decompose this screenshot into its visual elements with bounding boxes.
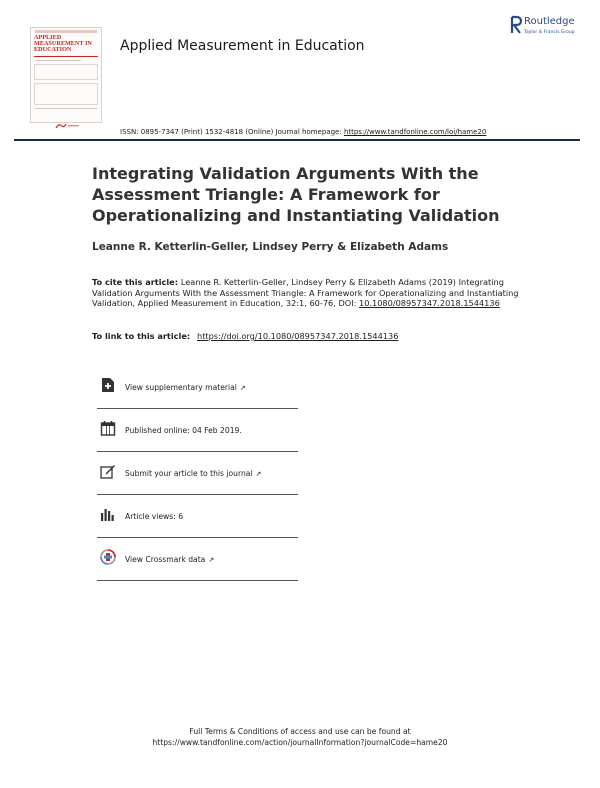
- issn-text: ISSN: 0895-7347 (Print) 1532-4818 (Online) Journal homepage:: [120, 128, 344, 136]
- footer-terms-text: Full Terms & Conditions of access and use can be found at: [189, 727, 411, 736]
- cover-title: APPLIED MEASUREMENT IN EDUCATION: [34, 34, 92, 53]
- citation-text: Leanne R. Ketterlin-Geller, Lindsey Perry & Elizabeth Adams (2019) Integrating Validation Arguments With the Assessment Triangle: A Framework for Operationalizing and Instantiating Validation, Applied Measurement in Education, 32:1, 60-76, DOI:: [92, 277, 519, 308]
- cover-line: [35, 60, 81, 61]
- routledge-r-icon: [510, 15, 522, 35]
- cover-box: [34, 83, 98, 105]
- info-row-label: [125, 555, 214, 564]
- article-info-list: [97, 366, 298, 581]
- bar-chart-icon: [100, 506, 116, 522]
- supplementary-file-icon: [100, 377, 116, 393]
- article-link-line: [92, 331, 522, 341]
- supplementary-material-row[interactable]: [97, 366, 298, 409]
- issn-line: [120, 128, 580, 136]
- supplementary-label: View supplementary material: [125, 383, 237, 392]
- authors: Leanne R. Ketterlin-Geller, Lindsey Perry & Elizabeth Adams: [92, 241, 449, 253]
- article-views-row: [97, 495, 298, 538]
- article-doi-url[interactable]: https://doi.org/10.1080/08957347.2018.1544136: [197, 331, 399, 341]
- citation-block: [92, 277, 522, 309]
- info-row-label: [125, 383, 246, 392]
- edit-icon: [100, 463, 116, 479]
- calendar-icon: [100, 420, 116, 436]
- publisher-logo[interactable]: [510, 15, 590, 39]
- header-divider: [14, 139, 580, 141]
- external-link-icon: ↗: [255, 470, 262, 478]
- info-row-label: [125, 469, 261, 478]
- publisher-tagline: Taylor & Francis Group: [524, 30, 575, 35]
- crossmark-row[interactable]: [97, 538, 298, 581]
- published-online-row: [97, 409, 298, 452]
- article-views-label: Article views: 6: [125, 512, 184, 521]
- journal-title[interactable]: Applied Measurement in Education: [120, 38, 365, 54]
- crossmark-icon: [100, 549, 116, 565]
- cover-box: [34, 64, 98, 80]
- info-row-label: [125, 426, 242, 435]
- info-row-label: [125, 512, 183, 521]
- article-title: Integrating Validation Arguments With the Assessment Triangle: A Framework for Operationalizing and Instantiating Validation: [92, 164, 500, 225]
- publisher-name: Routledge: [524, 16, 575, 27]
- citation-doi-link[interactable]: 10.1080/08957347.2018.1544136: [358, 298, 500, 308]
- submit-article-row[interactable]: [97, 452, 298, 495]
- cover-line: [35, 108, 97, 109]
- published-date-label: Published online: 04 Feb 2019.: [125, 426, 242, 435]
- footer-terms-url[interactable]: https://www.tandfonline.com/action/journalInformation?journalCode=hame20: [152, 738, 448, 747]
- journal-homepage-link[interactable]: https://www.tandfonline.com/loi/hame20: [343, 128, 487, 136]
- link-label: To link to this article:: [92, 331, 193, 341]
- external-link-icon: ↗: [208, 556, 215, 564]
- footer: [0, 726, 600, 748]
- submit-article-label: Submit your article to this journal: [125, 469, 253, 478]
- crossmark-label: View Crossmark data: [125, 555, 206, 564]
- journal-cover-thumbnail[interactable]: [30, 27, 102, 123]
- taylor-francis-mini-logo: [55, 122, 81, 130]
- external-link-icon: ↗: [239, 384, 246, 392]
- cover-rule: [34, 56, 98, 57]
- citation-label: To cite this article:: [92, 277, 181, 287]
